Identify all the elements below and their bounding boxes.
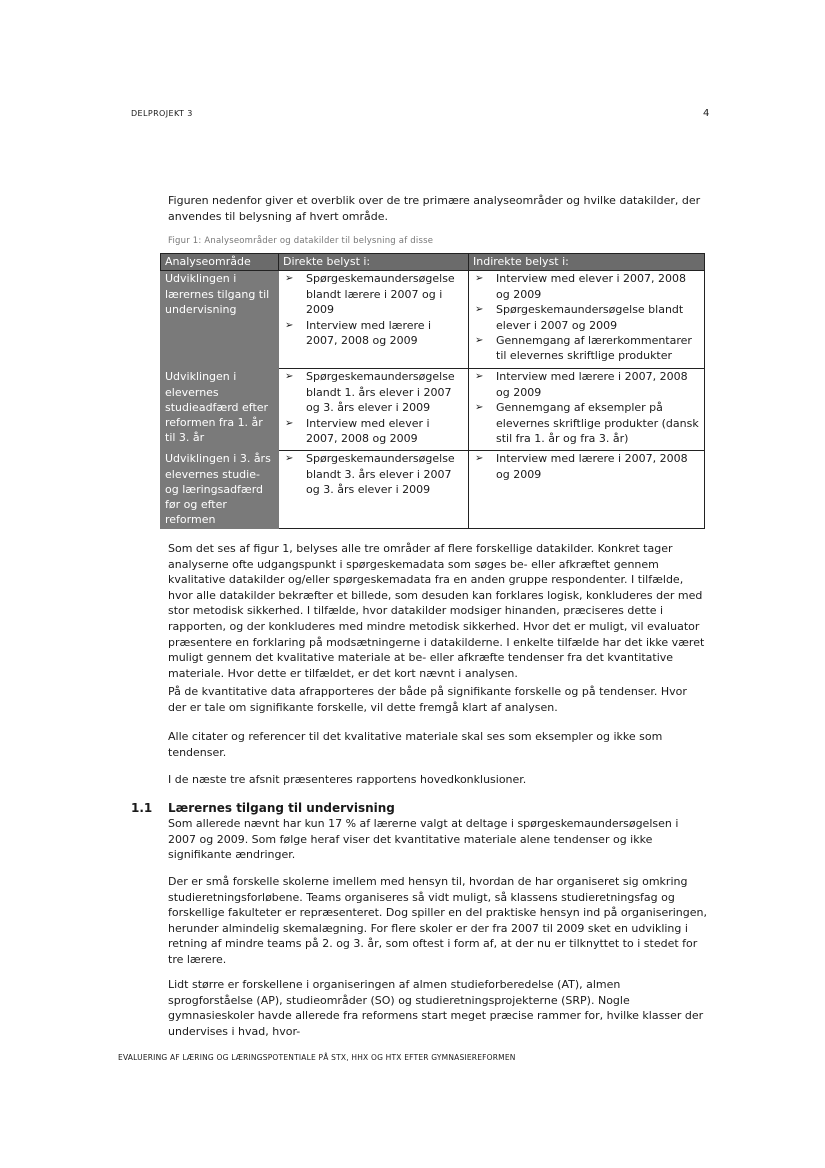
list-item: ➢ Gennemgang af lærerkommentarer til elevernes skriftlige produkter [473, 333, 700, 364]
section-paragraph: Som allerede nævnt har kun 17 % af lærerne valgt at deltage i spørgeskemaundersøgelsen i 2007 og 2009. Som følge heraf viser det kvantitative materiale alene tendenser og ikke signifikante ændringer. [168, 817, 679, 862]
intro-paragraph: Figuren nedenfor giver et overblik over de tre primære analyseområder og hvilke datakilder, der anvendes til belysning af hvert område. [168, 194, 701, 223]
list-item: ➢ Interview med elever i 2007, 2008 og 2009 [283, 416, 464, 447]
column-header-area: Analyseområde [161, 254, 279, 271]
list-item: ➢ Interview med elever i 2007, 2008 og 2009 [473, 271, 700, 302]
body-paragraph: På de kvantitative data afrapporteres der både på signifikante forskelle og på tendenser. Hvor der er tale om signifikante forskelle, vil dette fremgå klart af analysen. [168, 685, 687, 714]
section-paragraph: Lidt større er forskellene i organiseringen af almen studieforberedelse (AT), almen sprogforståelse (AP), studieområder (SO) og studieretningsprojekterne (SRP). Nogle gymnasieskoler havde allerede fra reformens start meget præcise rammer for, hvilke klasser der undervises i hvad, hvor- [168, 978, 704, 1038]
area-cell: Udviklingen i lærernes tilgang til undervisning [161, 271, 279, 369]
section-paragraph: Der er små forskelle skolerne imellem med hensyn til, hvordan de har organiseret sig omkring studieretningsforløbene. Teams organiseres så vidt muligt, så klassens studieretningsfag og forskellige fakulteter er repræsenteret. Dog spiller en del praktiske hensyn ind på organiseringen, herunder almindelig skemalægning. For flere skoler er der fra 2007 til 2009 sket en udvikling i retning af mindre teams på 2. og 3. år, som oftest i form af, at der nu er tilknyttet to i stedet for tre lærere. [168, 875, 707, 966]
list-item: ➢ Spørgeskemaundersøgelse blandt 3. års elever i 2007 og 3. års elever i 2009 [283, 451, 464, 497]
header-label: DELPROJEKT 3 [131, 109, 193, 118]
area-cell: Udviklingen i 3. års elevernes studie- og læringsadfærd før og efter reformen [161, 451, 279, 529]
figure-caption: Figur 1: Analyseområder og datakilder til belysning af disse [168, 236, 434, 246]
table-row [161, 271, 705, 369]
table-row [161, 451, 705, 529]
list-item: ➢ Interview med lærere i 2007, 2008 og 2009 [283, 318, 464, 349]
list-item: ➢ Spørgeskemaundersøgelse blandt elever i 2007 og 2009 [473, 302, 700, 333]
indirect-cell [469, 369, 705, 451]
body-paragraph: Som det ses af figur 1, belyses alle tre områder af flere forskellige datakilder. Konkret tager analyserne ofte udgangspunkt i spørgeskemadata som søges be- eller afkræftet gennem kvalitative datakilder og/eller spørgeskemadata fra en anden gruppe respondenter. I tilfælde, hvor alle datakilder bekræfter et billede, som desuden kan forklares logisk, konkluderes der med stor metodisk sikkerhed. I tilfælde, hvor datakilder modsiger hinanden, præciseres dette i rapporten, og der konkluderes med mindre metodisk sikkerhed. Hvor det er muligt, vil evaluator præsentere en forklaring på modsætningerne i datakilderne. I enkelte tilfælde har det ikke været muligt gennem det kvalitative materiale at be- eller afkræfte tendenser fra det kvantitative materiale. Hvor dette er tilfældet, er det kort nævnt i analysen. [168, 542, 705, 680]
list-item: ➢ Interview med lærere i 2007, 2008 og 2009 [473, 451, 700, 482]
direct-cell [279, 271, 469, 369]
direct-cell [279, 369, 469, 451]
page-footer: EVALUERING AF LÆRING OG LÆRINGSPOTENTIALE PÅ STX, HHX OG HTX EFTER GYMNASIEREFORMEN [118, 1053, 516, 1062]
column-header-direct: Direkte belyst i: [279, 254, 469, 271]
list-item: ➢ Spørgeskemaundersøgelse blandt 1. års elever i 2007 og 3. års elever i 2009 [283, 369, 464, 415]
indirect-cell [469, 271, 705, 369]
section-number: 1.1 [131, 801, 153, 815]
figure-table [160, 253, 705, 529]
body-paragraph: I de næste tre afsnit præsenteres rapportens hovedkonklusioner. [168, 773, 527, 786]
column-header-indirect: Indirekte belyst i: [469, 254, 705, 271]
list-item: ➢ Spørgeskemaundersøgelse blandt lærere i 2007 og i 2009 [283, 271, 464, 317]
list-item: ➢ Gennemgang af eksempler på elevernes skriftlige produkter (dansk stil fra 1. år og fra 3. år) [473, 400, 700, 446]
area-cell: Udviklingen i elevernes studieadfærd efter reformen fra 1. år til 3. år [161, 369, 279, 451]
body-paragraph: Alle citater og referencer til det kvalitative materiale skal ses som eksempler og ikke som tendenser. [168, 730, 663, 759]
section-title: Lærernes tilgang til undervisning [168, 801, 395, 815]
direct-cell [279, 451, 469, 529]
table-row [161, 369, 705, 451]
indirect-cell [469, 451, 705, 529]
list-item: ➢ Interview med lærere i 2007, 2008 og 2009 [473, 369, 700, 400]
page-number: 4 [703, 108, 710, 119]
table-header-row [161, 254, 705, 271]
